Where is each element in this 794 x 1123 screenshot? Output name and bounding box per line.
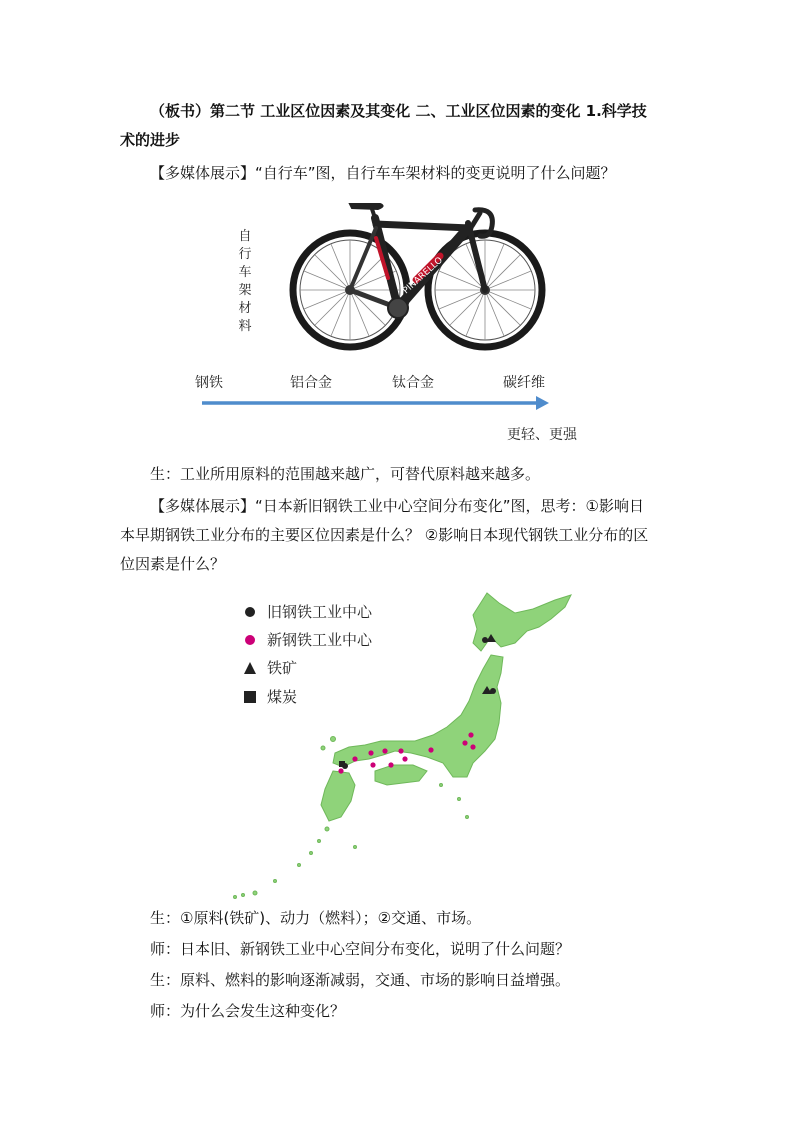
coal-marker [339, 761, 345, 767]
legend-label: 旧钢铁工业中心 [267, 603, 373, 621]
teacher-question-2: 师：为什么会发生这种变化？ [150, 1002, 346, 1020]
bike-brand-text: PINARELLO [401, 255, 445, 297]
legend-label: 铁矿 [267, 659, 298, 677]
heading-line1: （板书）第二节 工业区位因素及其变化 二、工业区位因素的变化 1.科学技 [150, 102, 647, 120]
student-answer-3: 生：原料、燃料的影响逐渐减弱，交通、市场的影响日益增强。 [150, 971, 571, 989]
black-dot-icon [243, 605, 257, 619]
label-char: 料 [238, 319, 252, 334]
legend-label: 新钢铁工业中心 [267, 631, 373, 649]
lighter-stronger-label: 更轻、更强 [507, 427, 577, 443]
prompt2-line3: 位因素是什么？ [120, 555, 226, 573]
label-char: 架 [238, 283, 252, 298]
label-char: 行 [238, 247, 252, 262]
magenta-dot-icon [243, 633, 257, 647]
heading-line2: 术的进步 [120, 131, 181, 149]
square-icon [243, 690, 257, 704]
material-aluminum-alloy: 铝合金 [290, 375, 332, 391]
material-carbon-fiber: 碳纤维 [503, 375, 545, 391]
bicycle-image [180, 198, 600, 458]
label-char: 自 [238, 229, 252, 244]
material-titanium-alloy: 钛合金 [392, 375, 434, 391]
legend-coal [243, 686, 297, 707]
teacher-question-1: 师：日本旧、新钢铁工业中心空间分布变化，说明了什么问题？ [150, 940, 571, 958]
prompt-bike: 【多媒体展示】“自行车”图，自行车车架材料的变更说明了什么问题？ [150, 164, 616, 182]
student-answer-2: 生：①原料(铁矿)、动力（燃料）；②交通、市场。 [150, 909, 482, 927]
material-arrow [202, 396, 549, 410]
legend-label: 煤炭 [267, 688, 298, 706]
legend-iron-ore [243, 657, 297, 678]
label-char: 车 [238, 265, 252, 280]
bike-frame [350, 204, 492, 318]
section-heading [120, 97, 700, 155]
triangle-icon [243, 661, 257, 675]
material-steel: 钢铁 [195, 375, 223, 391]
prompt2-line2: 本早期钢铁工业分布的主要区位因素是什么？ ②影响日本现代钢铁工业分布的区 [120, 526, 649, 544]
label-char: 材 [238, 301, 252, 316]
prompt2-line1: 【多媒体展示】“日本新旧钢铁工业中心空间分布变化”图，思考：①影响日 [150, 497, 644, 515]
legend-old-center [243, 601, 372, 622]
student-answer-1: 生：工业所用原料的范围越来越广，可替代原料越来越多。 [150, 465, 541, 483]
legend-new-center [243, 629, 372, 650]
prompt-japan-steel [120, 492, 700, 579]
